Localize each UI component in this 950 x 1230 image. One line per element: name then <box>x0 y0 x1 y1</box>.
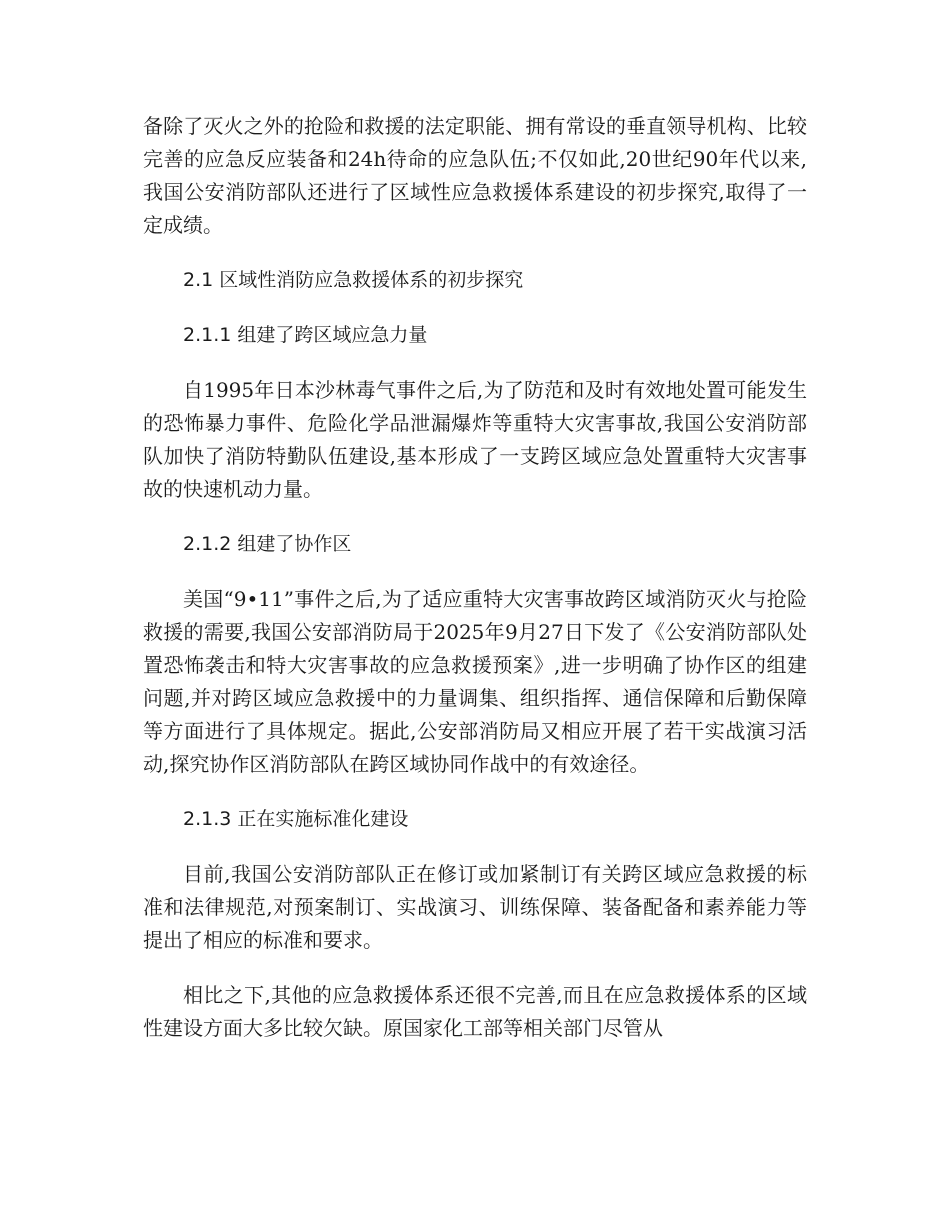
paragraph-2-1-2: 美国“9•11”事件之后,为了适应重特大灾害事故跨区域消防灭火与抢险救援的需要,我国公安部消防局于2025年9月27日下发了《公安消防部队处置恐怖袭击和特大灾害事故的应急救援预案》,进一步明确了协作区的组建问题,并对跨区域应急救援中的力量调集、组织指挥、通信保障和后勤保障等方面进行了具体规定。据此,公安部消防局又相应开展了若干实战演习活动,探究协作区消防部队在跨区域协同作战中的有效途径。 <box>143 587 807 776</box>
section-heading-2-1-1: 2.1.1 组建了跨区域应急力量 <box>183 324 428 346</box>
section-heading-2-1: 2.1 区域性消防应急救援体系的初步探究 <box>183 269 524 291</box>
paragraph-2-1-3: 目前,我国公安消防部队正在修订或加紧制订有关跨区域应急救援的标准和法律规范,对预案制订、实战演习、训练保障、装备配备和素养能力等提出了相应的标准和要求。 <box>143 862 807 952</box>
closing-paragraph: 相比之下,其他的应急救援体系还很不完善,而且在应急救援体系的区域性建设方面大多比较欠缺。原国家化工部等相关部门尽管从 <box>143 983 807 1040</box>
section-heading-2-1-3: 2.1.3 正在实施标准化建设 <box>183 808 409 830</box>
intro-paragraph: 备除了灭火之外的抢险和救援的法定职能、拥有常设的垂直领导机构、比较完善的应急反应装备和24h待命的应急队伍;不仅如此,20世纪90年代以来,我国公安消防部队还进行了区域性应急救援体系建设的初步探究,取得了一定成绩。 <box>143 114 807 237</box>
paragraph-2-1-1: 自1995年日本沙林毒气事件之后,为了防范和及时有效地处置可能发生的恐怖暴力事件、危险化学品泄漏爆炸等重特大灾害事故,我国公安消防部队加快了消防特勤队伍建设,基本形成了一支跨区域应急处置重特大灾害事故的快速机动力量。 <box>143 378 807 501</box>
section-heading-2-1-2: 2.1.2 组建了协作区 <box>183 533 352 555</box>
document-body <box>143 110 807 1067</box>
